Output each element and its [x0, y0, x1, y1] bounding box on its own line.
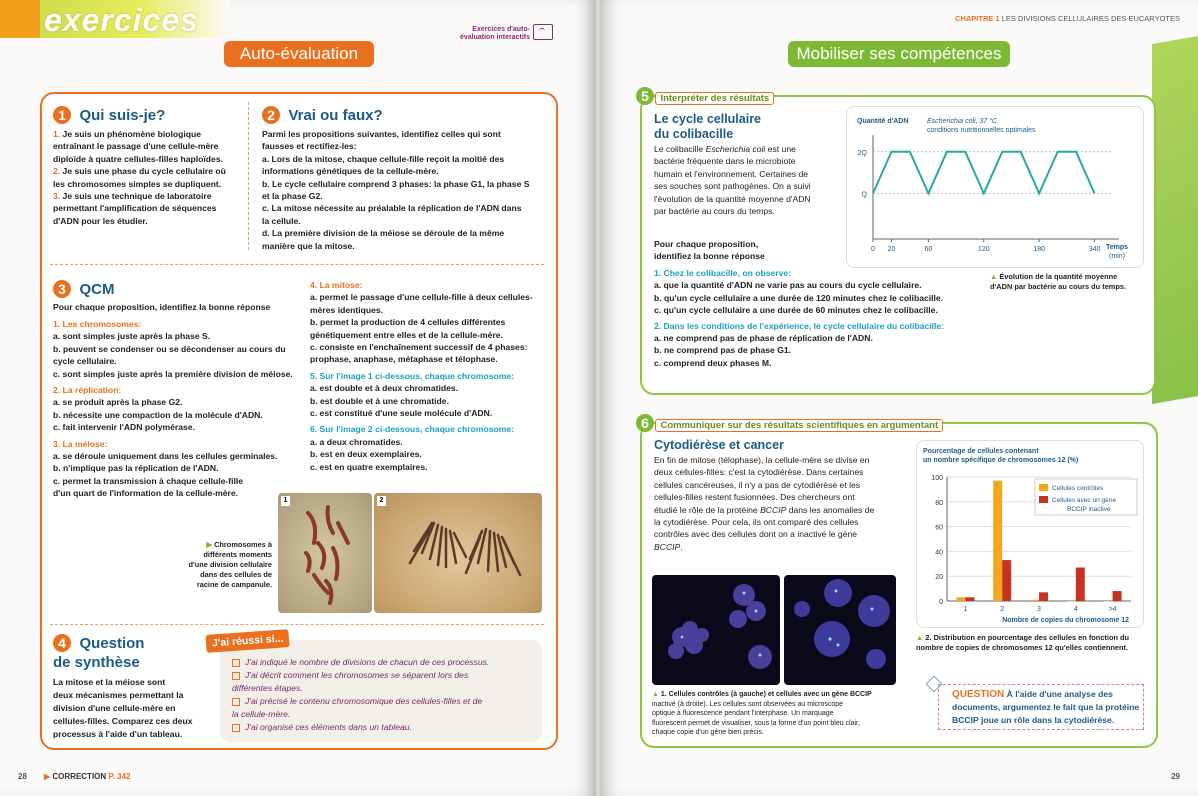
ex4-title-line: Question: [79, 635, 145, 652]
chart-subtitle: conditions nutritionnelles optimales: [927, 127, 1036, 134]
divider-horizontal-2: [50, 624, 544, 625]
ex2-heading: [262, 106, 383, 125]
ex2-line: manière que la mitose.: [262, 240, 355, 251]
section-title-auto-evaluation: Auto-évaluation: [224, 41, 374, 67]
bar-bccip: [1113, 591, 1122, 601]
chromosome-photo-2: [374, 493, 542, 613]
legend-swatch: [1039, 496, 1048, 503]
ex2-line: c. La mitose nécessite au préalable la réplication de l'ADN dans: [262, 203, 522, 214]
bar-chart-caption: ▲ 2. Distribution en pourcentage des cellules en fonction du nombre de copies de chromosomes 12 qu'elles contiennent.: [916, 633, 1130, 652]
checklist-item[interactable]: J'ai décrit comment les chromosomes se séparent lors des: [232, 669, 538, 682]
checklist-item[interactable]: J'ai précisé le contenu chromosomique des cellules-filles et de: [232, 695, 538, 708]
photo-caption: ▶ Chromosomes à différents moments d'une division cellulaire dans des cellules de racine de campanule.: [188, 540, 272, 589]
correction-link[interactable]: ▶ CORRECTION P. 342: [44, 772, 131, 781]
ex1-line: 1. Je suis un phénomène biologique: [53, 129, 202, 139]
bar-bccip: [1076, 568, 1085, 601]
qcm-option: mères identiques.: [310, 304, 384, 315]
ex3-column-1: [53, 318, 303, 500]
qcm-option: a. se déroule uniquement dans les cellules germinales.: [53, 451, 278, 462]
qcm-question: 5. Sur l'image 1 ci-dessous, chaque chromosome:: [310, 370, 515, 381]
section-title-mobiliser: Mobiliser ses compétences: [788, 41, 1010, 67]
dna-chart: [847, 107, 1143, 267]
ex4-text: La mitose et la méiose sont deux mécanismes permettant la division d'une cellule-mère en cellules-filles. Comparez ces deux processus à l'aide d'un tableau.: [53, 677, 193, 739]
checkbox-icon: [232, 659, 240, 667]
left-page: [0, 0, 596, 796]
ex2-line: a. Lors de la mitose, chaque cellule-fille reçoit la moitié des: [262, 153, 505, 164]
qcm-option: c. est constitué d'une seule molécule d'ADN.: [310, 408, 493, 419]
ex2-line: b. Le cycle cellulaire comprend 3 phases: la phase G1, la phase S: [262, 178, 530, 189]
ex5-title: Le cycle cellulaire du colibacille: [654, 112, 762, 141]
bar-control: [993, 481, 1002, 601]
legend-swatch: [1039, 484, 1048, 491]
bar-bccip: [1002, 560, 1011, 601]
x-axis-label: Nombre de copies du chromosome 12: [1002, 617, 1129, 624]
bar-control: [1104, 601, 1113, 602]
x-tick-label: 2: [1000, 606, 1005, 613]
ex1-heading: [53, 106, 165, 125]
ex3-number: 3: [53, 280, 71, 298]
qcm-question: 6. Sur l'image 2 ci-dessous, chaque chromosome:: [310, 424, 515, 435]
x-tick-label: 0: [871, 246, 875, 253]
chromosome-bar-chart: [917, 441, 1143, 627]
qcm-option: génétiquement entre elles et de la cellule-mère.: [310, 329, 503, 340]
qcm-option: a. sont simples juste après la phase S.: [53, 331, 211, 342]
legend-label: Cellules avec un gène: [1052, 497, 1116, 504]
bar-control: [1067, 601, 1076, 602]
chromosome-image-1: [278, 493, 372, 613]
dna-series-line: [873, 152, 1095, 194]
ex5-intro: Le colibacille Escherichia coli est une bactérie fréquente dans le microbiote humain et l'environnement. Certaines de ses souches sont pathogènes. On a suivi l'évolution de la quantité moyenne d'ADN par bactérie au cours du temps.: [654, 144, 811, 217]
dna-graph-card: [846, 106, 1144, 268]
ex6-heading: [636, 414, 943, 433]
x-tick-label: >4: [1108, 606, 1117, 613]
ex3-heading: [53, 280, 114, 299]
x-tick-label: 20: [887, 246, 896, 253]
qcm-option: a. a deux chromatides.: [310, 436, 403, 447]
divider-horizontal: [50, 264, 544, 265]
qcm-question: 3. La méiose:: [53, 438, 108, 449]
x-tick-label: 60: [924, 246, 933, 253]
bar-control: [1030, 600, 1039, 601]
chromosome-chart-card: [916, 440, 1144, 628]
ex1-text: [53, 128, 243, 227]
green-edge-decoration: [1152, 36, 1198, 404]
qcm-option: b. permet la production de 4 cellules différentes: [310, 317, 506, 328]
interactive-link-line: Exercices d'auto-: [472, 26, 530, 33]
checklist-item[interactable]: J'ai organisé ces éléments dans un tableau.: [232, 721, 538, 734]
qcm-question: 2. La réplication:: [53, 385, 122, 396]
ex4-number: 4: [53, 634, 71, 652]
x-tick-label: 1: [963, 606, 968, 613]
page-number-right: 29: [1171, 772, 1180, 781]
checklist-item-cont: la cellule-mère.: [232, 709, 291, 719]
ex4-heading: [53, 634, 144, 653]
bccip-cells-image: [784, 575, 896, 685]
qcm-option: a. est double et à deux chromatides.: [310, 383, 459, 394]
ex6-text: En fin de mitose (télophase), la cellule-mère se divise en deux cellules-filles: c'est la cytodiérèse. Dans certaines cellules cancéreuses, il n'y a pas de cytodiérèse et les cellules-filles restent fusionnées. Des chercheurs ont étudié le rôle de la protéine BCCIP dans les anomalies de la cytodiérèse. Pour cela, ils ont comparé des cellules contrôles avec des cellules dont on a inactivé le gène BCCIP.: [654, 455, 875, 552]
ex6-number: 6: [636, 414, 654, 432]
ex5-instruction: Pour chaque proposition, identifiez la bonne réponse: [654, 239, 765, 262]
divider-vertical: [248, 102, 249, 250]
chromosome-photo-1: [278, 493, 372, 613]
qcm-option: b. peuvent se condenser ou se décondenser au cours du: [53, 343, 286, 354]
x-axis-unit: (min): [1109, 253, 1125, 260]
qcm-option: c. consiste en l'enchaînement successif de 4 phases:: [310, 342, 528, 353]
ex2-line: et la phase G2.: [262, 191, 323, 202]
qcm-option: b. est double et à une chromatide.: [310, 395, 449, 406]
success-badge: J'ai réussi si...: [205, 629, 289, 653]
bar-bccip: [965, 597, 974, 601]
right-page: [600, 0, 1198, 796]
ex6-tag: Communiquer sur des résultats scientifiques en argumentant: [655, 419, 943, 432]
qcm-option: c. est en quatre exemplaires.: [310, 461, 428, 472]
monitor-icon[interactable]: [533, 24, 553, 40]
ex1-line: d'ADN pour les étudier.: [53, 215, 148, 226]
qcm-option: d'un quart de l'information de la cellule-mère.: [53, 488, 239, 499]
ex1-line: diploïde à quatre cellules-filles haploïdes.: [53, 153, 224, 164]
ex3-intro: Pour chaque proposition, identifiez la bonne réponse: [53, 302, 271, 312]
ex6-title: Cytodiérèse et cancer: [654, 438, 784, 452]
bar-bccip: [1039, 592, 1048, 601]
ex4-title-line: de synthèse: [53, 654, 140, 671]
ex1-title: Qui suis-je?: [79, 107, 166, 124]
triangle-icon: ▶: [44, 772, 51, 781]
ex2-line: d. La première division de la méiose se déroule de la même: [262, 228, 505, 239]
y-tick-label: 60: [935, 524, 943, 532]
chapter-header: CHAPITRE 1 LES DIVISIONS CELLULAIRES DES EUCARYOTES: [955, 14, 1180, 23]
qcm-option: c. fait intervenir l'ADN polymérase.: [53, 422, 195, 433]
ex2-line: la cellule.: [262, 215, 301, 226]
chart-title: Pourcentage de cellules contenant: [923, 448, 1039, 455]
ex3-title: QCM: [79, 281, 115, 298]
qcm-option: a. permet le passage d'une cellule-fille à deux cellules-: [310, 292, 533, 303]
y-tick-label: 100: [931, 475, 943, 482]
ex2-title: Vrai ou faux?: [288, 107, 383, 124]
ex1-line: 3. Je suis une technique de laboratoire: [53, 191, 212, 202]
qcm-question: 4. La mitose:: [310, 280, 363, 290]
checklist-item-cont: différentes étapes.: [232, 683, 303, 693]
ex1-line: permettant l'amplification de séquences: [53, 203, 217, 214]
checkbox-icon: [232, 724, 240, 732]
x-tick-label: 340: [1088, 246, 1101, 253]
ex2-intro-line: fausses et rectifiez-les:: [262, 141, 357, 152]
chart-subtitle: Escherichia coli, 37 °C: [927, 118, 998, 125]
y-tick-label: 2Q: [857, 149, 867, 157]
ex2-line: informations génétiques de la cellule-mère.: [262, 166, 439, 177]
qcm-option: cycle cellulaire.: [53, 356, 117, 367]
qcm-option: a. se produit après la phase G2.: [53, 397, 183, 408]
y-tick-label: 40: [935, 549, 943, 557]
control-cells-image: [652, 575, 780, 685]
page-number-left: 28: [18, 772, 27, 781]
ex2-text: [262, 128, 550, 252]
brand-title: exercices: [44, 2, 199, 38]
ex5-heading: [636, 87, 774, 106]
ex1-line: entraînant le passage d'une cellule-mère: [53, 141, 219, 152]
interactive-link[interactable]: [440, 26, 530, 42]
qcm-option: b. nécessite une compaction de la molécule d'ADN.: [53, 409, 263, 420]
qcm-option: b. n'implique pas la réplication de l'ADN.: [53, 463, 219, 474]
interactive-link-line: évaluation interactifs: [459, 34, 530, 41]
dna-graph-caption: ▲ Évolution de la quantité moyenne d'ADN par bactérie au cours du temps.: [990, 272, 1127, 291]
qcm-option: c. sont simples juste après la première division de méiose.: [53, 368, 293, 379]
question-text: QUESTION À l'aide d'une analyse des documents, argumentez le fait que la protéine BCCIP joue un rôle dans la cytodiérèse.: [952, 689, 1140, 725]
ex5-tag: Interpréter des résultats: [655, 92, 774, 105]
x-axis-label: Temps: [1105, 244, 1129, 251]
control-cells-photo: [652, 575, 780, 685]
chart-title: un nombre spécifique de chromosomes 12 (%): [923, 457, 1079, 464]
ex1-number: 1: [53, 106, 71, 124]
checkbox-icon: [232, 698, 240, 706]
x-tick-label: 4: [1073, 606, 1078, 613]
ex1-line: 2. Je suis une phase du cycle cellulaire où: [53, 166, 226, 177]
ex3-column-2: [310, 279, 550, 473]
qcm-option: c. permet la transmission à chaque cellule-fille: [53, 475, 244, 486]
ex6-photo-caption: ▲ 1. Cellules contrôles (à gauche) et cellules avec un gène BCCIP inactivé (à droite). Les cellules sont observées au microscope optique à fluorescence pendant l'interphase. Un marquage fluorescent permet de visualiser, sous la forme d'un point bleu clair, chaque copie d'un gène bien précis.: [652, 691, 872, 736]
y-tick-label: 20: [935, 574, 943, 582]
ex1-line: les chromosomes simples se dupliquent.: [53, 178, 222, 189]
checkbox-icon: [232, 672, 240, 680]
qcm-question: 1. Les chromosomes:: [53, 319, 142, 329]
x-tick-label: 180: [1033, 246, 1045, 253]
bccip-cells-photo: [784, 575, 896, 685]
ex2-intro-line: Parmi les propositions suivantes, identifiez celles qui sont: [262, 129, 501, 139]
qcm-option: prophase, anaphase, métaphase et télophase.: [310, 354, 498, 365]
chromosome-image-2: [374, 493, 542, 613]
ex5-questions: 1. Chez le colibacille, on observe: a. que la quantité d'ADN ne varie pas au cours du cycle cellulaire. b. qu'un cycle cellulaire a une durée de 120 minutes chez le colibacille. c. qu'un cycle cellulaire a une durée de 60 minutes chez le colibacille. 2. Dans les conditions de l'expérience, le cycle cellulaire du colibacille: a. ne comprend pas de phase de réplication de l'ADN. b. ne comprend pas de phase G1. c. comprend deux phases M.: [654, 268, 945, 368]
qcm-option: b. est en deux exemplaires.: [310, 449, 422, 460]
y-tick-label: Q: [861, 191, 867, 199]
y-tick-label: 80: [935, 499, 943, 507]
ex5-number: 5: [636, 87, 654, 105]
legend-label: BCCIP inactivé: [1067, 506, 1111, 513]
y-tick-label: 0: [939, 599, 943, 606]
y-axis-title: Quantité d'ADN: [857, 118, 909, 125]
photo-1-label: 1: [281, 496, 290, 506]
checklist-items: [232, 656, 538, 734]
legend-label: Cellules contrôles: [1052, 485, 1104, 492]
photo-2-label: 2: [377, 496, 386, 506]
x-tick-label: 3: [1037, 606, 1041, 613]
ex2-number: 2: [262, 106, 280, 124]
bar-control: [956, 597, 965, 601]
x-tick-label: 120: [977, 246, 990, 253]
checklist-item[interactable]: J'ai indiqué le nombre de divisions de chacun de ces processus.: [232, 656, 538, 669]
brand-accent: [0, 0, 40, 38]
